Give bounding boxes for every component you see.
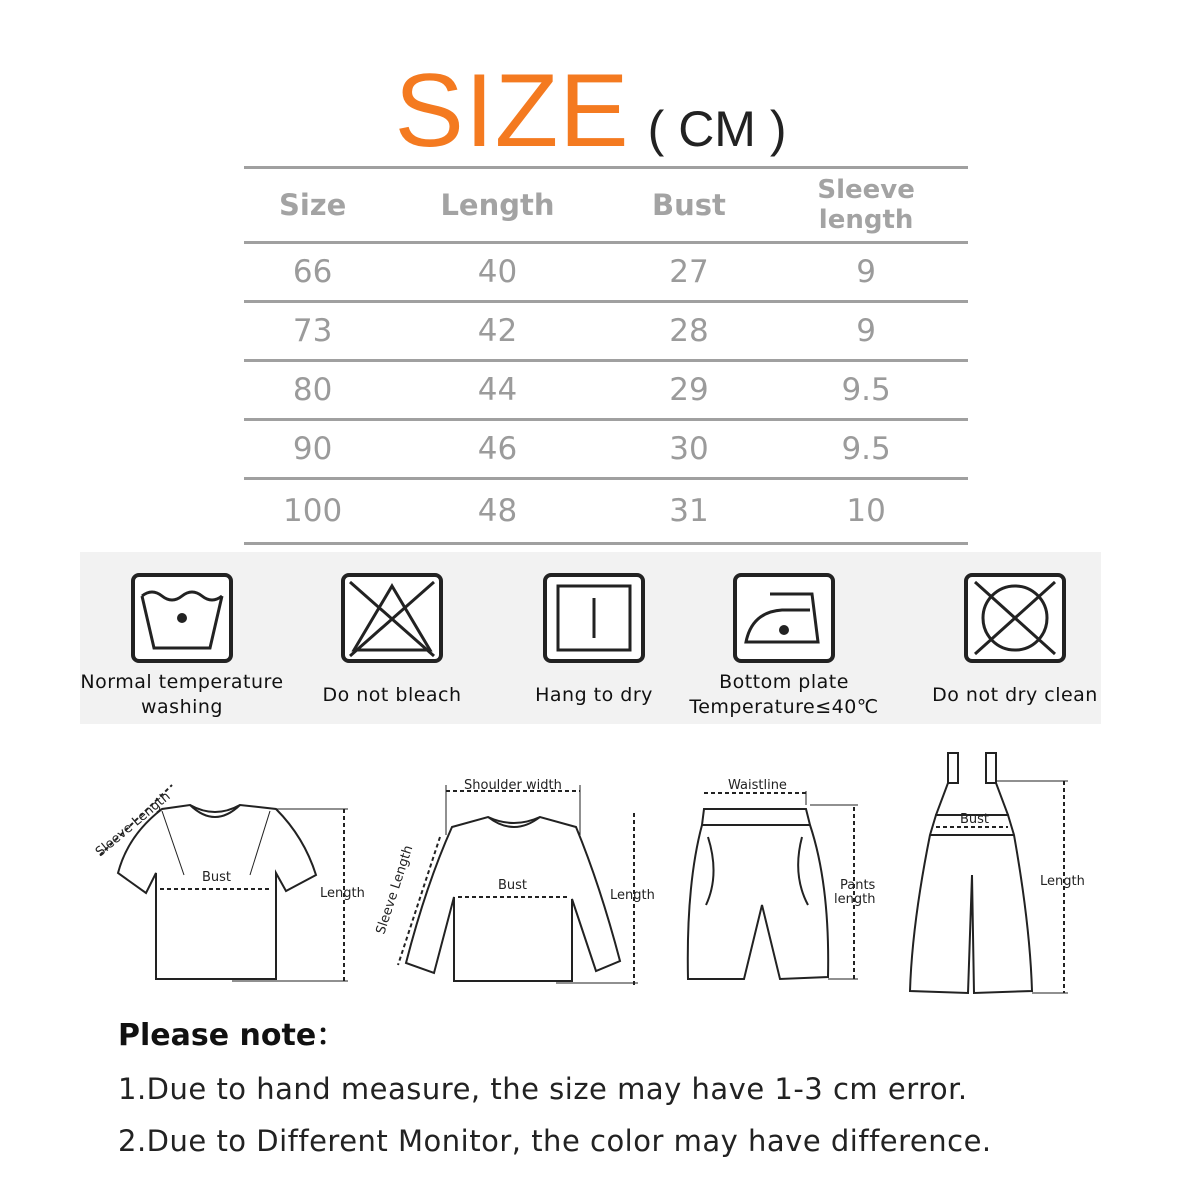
garment-diagrams-svg xyxy=(80,745,1101,1005)
table-cell: 29 xyxy=(614,361,765,420)
care-label-line1: Do not dry clean xyxy=(932,684,1098,706)
table-cell: 9 xyxy=(764,243,968,302)
care-item-no-bleach xyxy=(290,552,494,724)
longsleeve-length-label: Length xyxy=(610,888,655,903)
table-cell: 9 xyxy=(764,302,968,361)
table-row xyxy=(244,479,968,544)
tshirt-sleeve-label: Sleeve Length xyxy=(92,789,174,861)
care-label-line1: Bottom plate xyxy=(719,671,849,693)
longsleeve-shoulder-label: Shoulder width xyxy=(464,778,562,793)
care-label-line2: washing xyxy=(140,696,223,718)
table-cell: 9.5 xyxy=(764,420,968,479)
table-cell: 66 xyxy=(244,243,381,302)
table-cell: 48 xyxy=(381,479,613,544)
table-cell: 42 xyxy=(381,302,613,361)
header-sleeve-length-text: Sleeve length xyxy=(817,175,915,235)
title-unit: ( CM ) xyxy=(647,101,787,157)
care-label-line1: Normal temperature xyxy=(80,671,284,693)
table-cell: 28 xyxy=(614,302,765,361)
note-line-1: 1.Due to hand measure, the size may have 1-3 cm error. xyxy=(118,1072,968,1106)
longsleeve-sleeve-label: Sleeve Length xyxy=(373,843,417,937)
table-cell: 10 xyxy=(764,479,968,544)
care-label-line2: Temperature≤40℃ xyxy=(689,696,879,718)
care-label xyxy=(893,683,1137,708)
overalls-diagram xyxy=(910,753,1068,993)
table-row xyxy=(244,243,968,302)
care-item-wash xyxy=(80,552,284,724)
measurement-diagrams xyxy=(80,745,1101,1005)
header-bust: Bust xyxy=(614,168,765,243)
care-label-line1: Do not bleach xyxy=(322,684,462,706)
care-label xyxy=(662,670,906,720)
overalls-length-label: Length xyxy=(1040,874,1085,889)
care-label xyxy=(60,670,304,720)
note-section xyxy=(118,1010,1098,1158)
pants-diagram xyxy=(688,791,858,979)
table-cell: 9.5 xyxy=(764,361,968,420)
size-table xyxy=(244,166,968,545)
header-sleeve-length xyxy=(764,168,968,243)
table-row xyxy=(244,420,968,479)
note-heading: Please note： xyxy=(118,1018,347,1053)
care-instructions xyxy=(80,552,1101,724)
table-row xyxy=(244,302,968,361)
table-row xyxy=(244,361,968,420)
table-cell: 80 xyxy=(244,361,381,420)
care-item-no-dry-clean xyxy=(913,552,1117,724)
table-cell: 30 xyxy=(614,420,765,479)
table-cell: 31 xyxy=(614,479,765,544)
table-cell: 73 xyxy=(244,302,381,361)
pants-length-label-2: length xyxy=(834,892,876,907)
pants-waist-label: Waistline xyxy=(728,778,787,793)
wash-icon xyxy=(130,572,234,664)
header-length: Length xyxy=(381,168,613,243)
iron-icon xyxy=(732,572,836,664)
hang-dry-icon xyxy=(542,572,646,664)
table-cell: 40 xyxy=(381,243,613,302)
overalls-bust-label: Bust xyxy=(960,812,990,827)
title-main: SIZE xyxy=(394,53,630,169)
care-label-line1: Hang to dry xyxy=(535,684,653,706)
table-cell: 90 xyxy=(244,420,381,479)
table-cell: 100 xyxy=(244,479,381,544)
no-dry-clean-icon xyxy=(963,572,1067,664)
table-cell: 46 xyxy=(381,420,613,479)
table-cell: 44 xyxy=(381,361,613,420)
size-table-header xyxy=(244,168,968,243)
table-cell: 27 xyxy=(614,243,765,302)
no-bleach-icon xyxy=(340,572,444,664)
tshirt-length-label: Length xyxy=(320,886,365,901)
page-title xyxy=(0,52,1181,171)
longsleeve-bust-label: Bust xyxy=(498,878,528,893)
tshirt-bust-label: Bust xyxy=(202,870,232,885)
header-size: Size xyxy=(244,168,381,243)
note-line-2: 2.Due to Different Monitor, the color may have difference. xyxy=(118,1124,992,1158)
pants-length-label-1: Pants xyxy=(840,878,876,893)
care-item-iron xyxy=(682,552,886,724)
